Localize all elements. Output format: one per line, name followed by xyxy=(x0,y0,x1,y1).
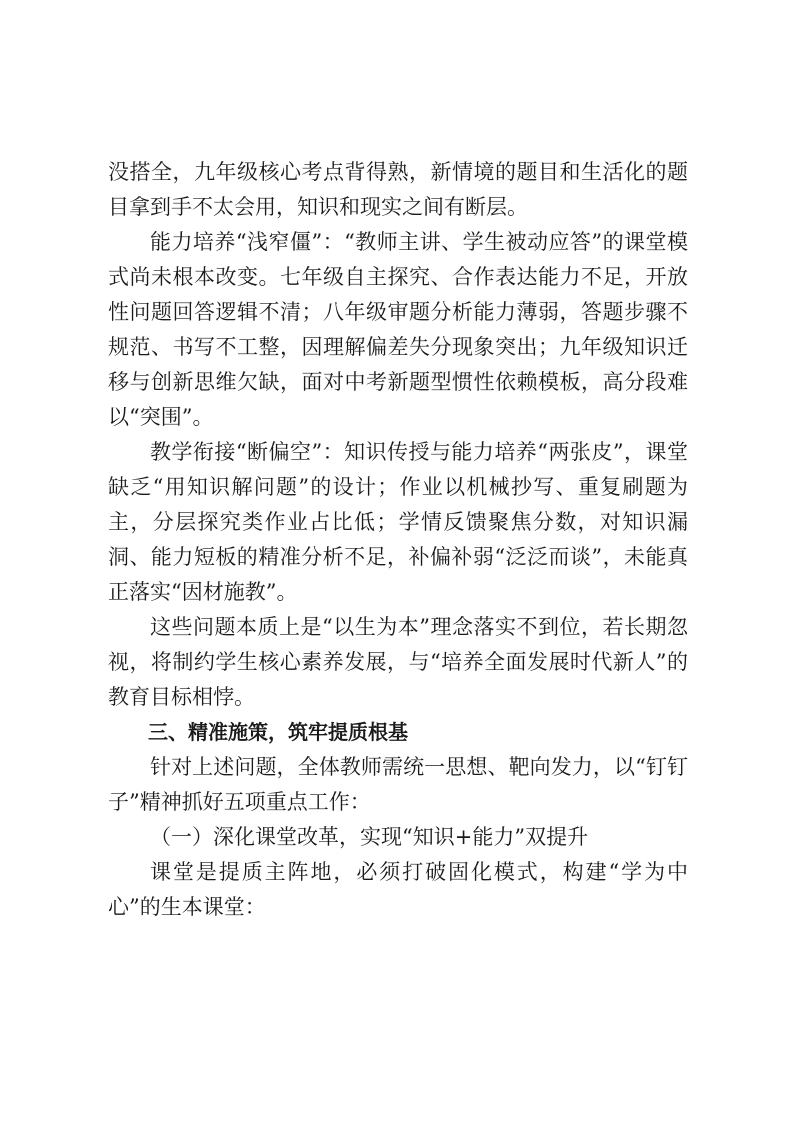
paragraph-problem-essence: 这些问题本质上是“以生为本”理念落实不到位，若长期忽视，将制约学生核心素养发展，与“培养全面发展时代新人”的教育目标相悖。 xyxy=(108,615,688,709)
paragraph-classroom-reform: 课堂是提质主阵地，必须打破固化模式，构建“学为中心”的生本课堂： xyxy=(108,860,688,919)
paragraph-five-tasks: 针对上述问题，全体教师需统一思想、靶向发力，以“钉钉子”精神抓好五项重点工作： xyxy=(108,755,688,814)
paragraph-continuation: 没搭全，九年级核心考点背得熟，新情境的题目和生活化的题目拿到手不太会用，知识和现实之间有断层。 xyxy=(108,160,688,219)
paragraph-ability-training: 能力培养“浅窄僵”：“教师主讲、学生被动应答”的课堂模式尚未根本改变。七年级自主探究、合作表达能力不足，开放性问题回答逻辑不清；八年级审题分析能力薄弱，答题步骤不规范、书写不工整，因理解偏差失分现象突出；九年级知识迁移与创新思维欠缺，面对中考新题型惯性依赖模板，高分段难以“突围”。 xyxy=(108,230,688,429)
document-body xyxy=(108,155,688,925)
section-heading-three: 三、精准施策，筑牢提质根基 xyxy=(148,720,408,744)
subsection-heading-one: （一）深化课堂改革，实现“知识+能力”双提升 xyxy=(150,825,589,849)
paragraph-teaching-connection: 教学衔接“断偏空”：知识传授与能力培养“两张皮”，课堂缺乏“用知识解问题”的设计；作业以机械抄写、重复刷题为主，分层探究类作业占比低；学情反馈聚焦分数，对知识漏洞、能力短板的精准分析不足，补偏补弱“泛泛而谈”，未能真正落实“因材施教”。 xyxy=(108,440,688,604)
